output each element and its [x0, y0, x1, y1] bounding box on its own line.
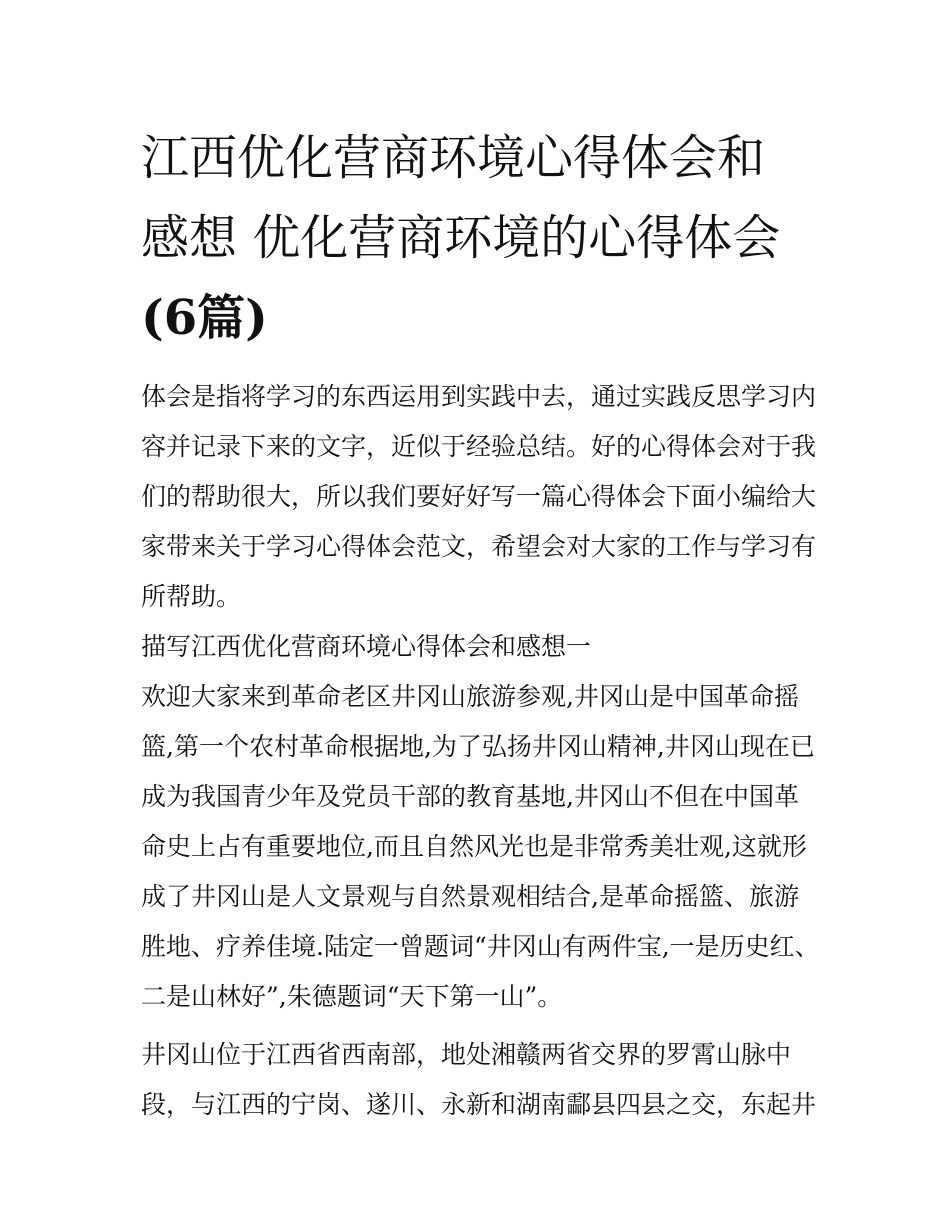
- intro-line-3: 们的帮助很大，所以我们要好好写一篇心得体会下面小编给大: [141, 482, 817, 511]
- section-heading: 描写江西优化营商环境心得体会和感想一: [141, 632, 592, 661]
- intro-paragraph: [141, 372, 817, 622]
- intro-line-1: 体会是指将学习的东西运用到实践中去，通过实践反思学习内: [141, 382, 817, 411]
- intro-line-4: 家带来关于学习心得体会范文，希望会对大家的工作与学习有: [141, 532, 817, 561]
- paragraph2-line-2: 段，与江西的宁岗、遂川、永新和湖南酃县四县之交，东起井: [141, 1090, 817, 1119]
- paragraph1-line-4: 命史上占有重要地位,而且自然风光也是非常秀美壮观,这就形: [141, 832, 807, 861]
- body-paragraph-2: [141, 1030, 817, 1130]
- paragraph2-line-1: 井冈山位于江西省西南部，地处湘赣两省交界的罗霄山脉中: [141, 1040, 792, 1069]
- intro-line-5: 所帮助。: [141, 582, 242, 611]
- title-line-1: 江西优化营商环境心得体会和: [141, 130, 766, 186]
- document-page: [141, 118, 820, 1130]
- document-title: [141, 118, 813, 358]
- body-paragraph-1: [141, 672, 820, 1022]
- paragraph1-line-5: 成了井冈山是人文景观与自然景观相结合,是革命摇篮、旅游: [141, 882, 799, 911]
- paragraph1-line-6: 胜地、疗养佳境.陆定一曾题词“井冈山有两件宝,一是历史红、: [141, 932, 820, 961]
- paragraph1-line-3: 成为我国青少年及党员干部的教育基地,井冈山不但在中国革: [141, 782, 799, 811]
- title-line-3: (6篇): [141, 290, 268, 346]
- paragraph1-line-7: 二是山林好”,朱德题词“天下第一山”。: [141, 982, 563, 1011]
- paragraph1-line-1: 欢迎大家来到革命老区井冈山旅游参观,井冈山是中国革命摇: [141, 682, 799, 711]
- title-line-2: 感想 优化营商环境的心得体会: [141, 210, 781, 266]
- intro-line-2: 容并记录下来的文字，近似于经验总结。好的心得体会对于我: [141, 432, 817, 461]
- paragraph1-line-2: 篮,第一个农村革命根据地,为了弘扬井冈山精神,井冈山现在已: [141, 732, 815, 761]
